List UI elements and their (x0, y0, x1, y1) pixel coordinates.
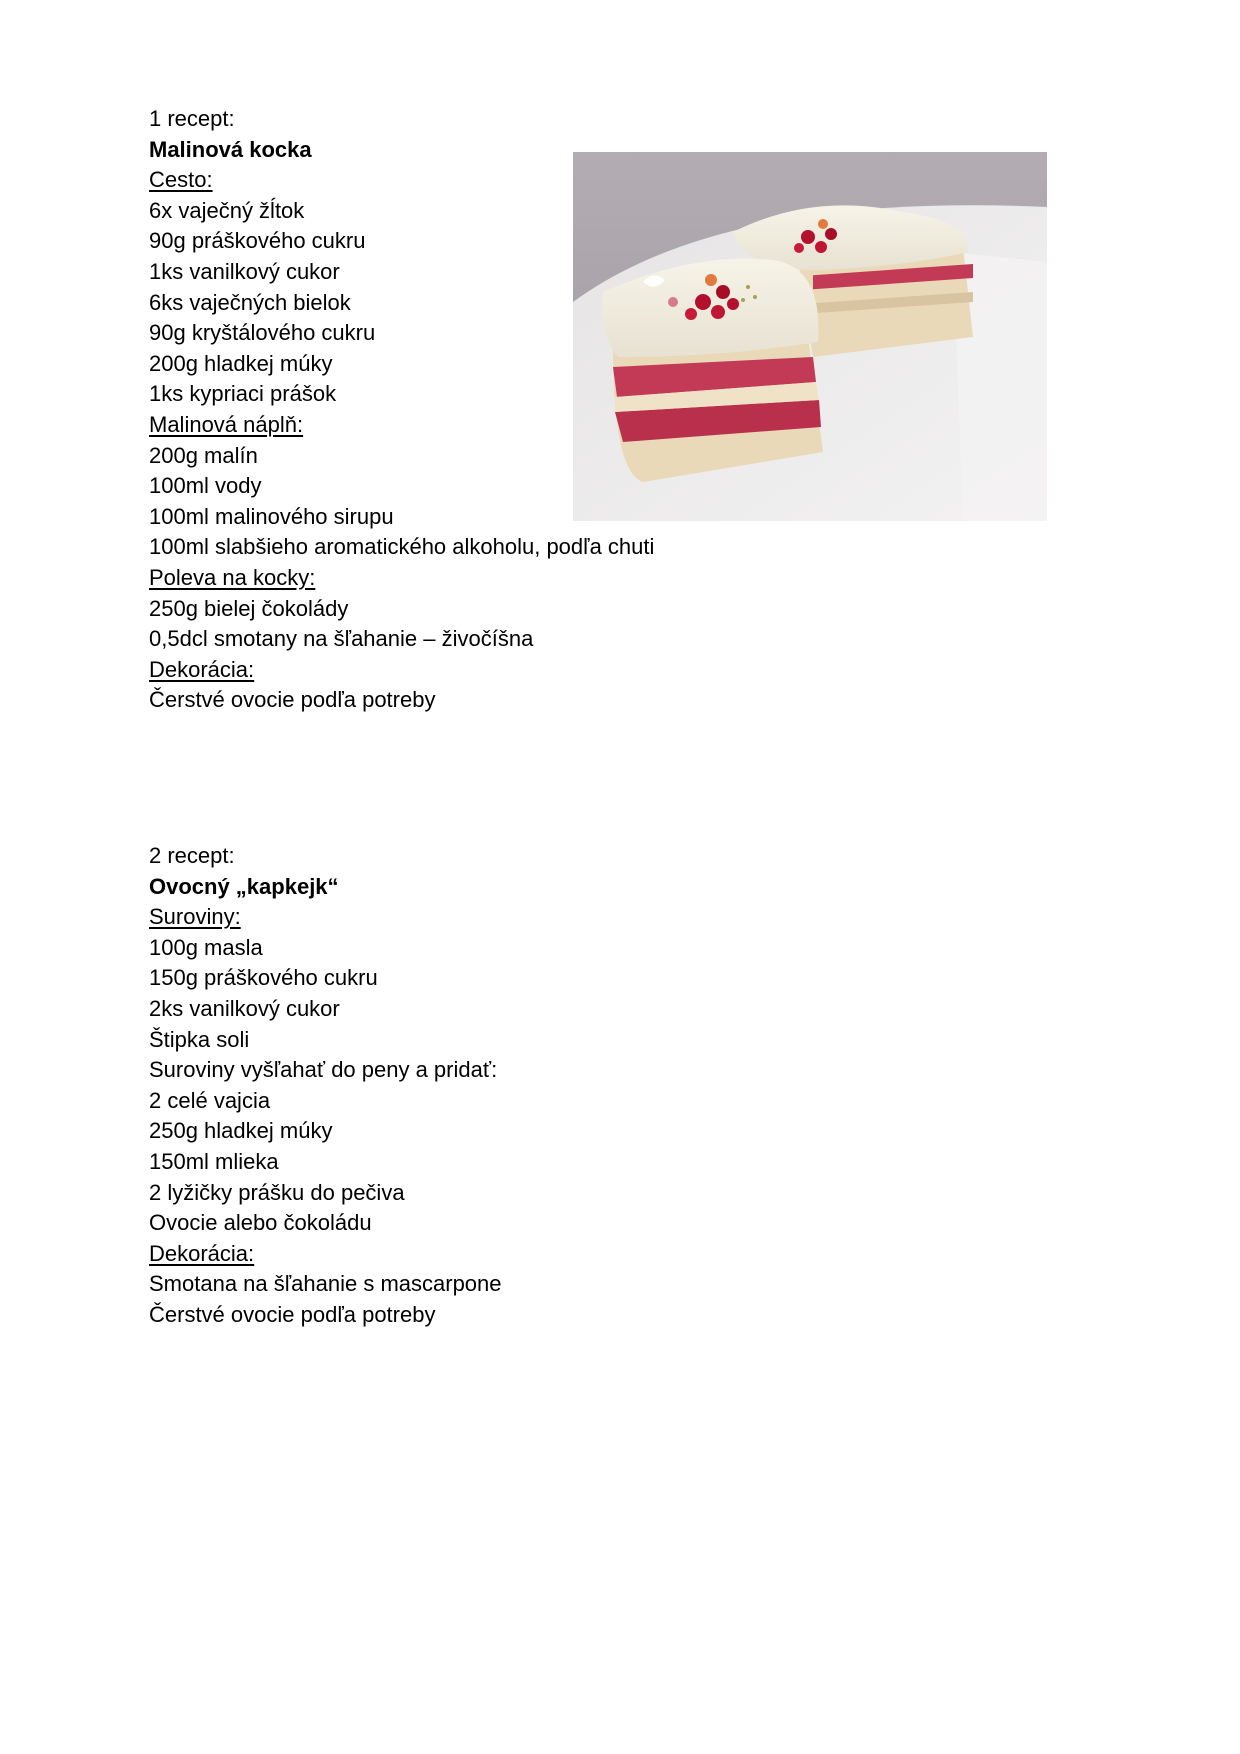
ingredient-line: 2 celé vajcia (149, 1087, 271, 1113)
ingredient-line: Štipka soli (149, 1026, 250, 1052)
ingredient-line: 150ml mlieka (149, 1148, 279, 1174)
ingredient-line: 90g kryštálového cukru (149, 320, 376, 346)
ingredient-line: 200g hladkej múky (149, 350, 333, 376)
section-label: Malinová náplň: (149, 411, 304, 437)
raspberry-cake-photo (573, 152, 1047, 521)
ingredient-line: 250g bielej čokolády (149, 595, 349, 621)
section-label: Dekorácia: (149, 656, 255, 682)
ingredient-line: 250g hladkej múky (149, 1118, 333, 1144)
ingredient-line: 6ks vaječných bielok (149, 289, 351, 315)
section-label: Poleva na kocky: (149, 564, 316, 590)
ingredient-line: 90g práškového cukru (149, 228, 366, 254)
ingredient-line: Čerstvé ovocie podľa potreby (149, 687, 436, 713)
ingredient-line: Čerstvé ovocie podľa potreby (149, 1301, 436, 1327)
cake-photo-graphic (573, 152, 1047, 521)
section-label: Suroviny: (149, 904, 241, 930)
ingredient-line: 100ml vody (149, 473, 262, 499)
recipe-title: Malinová kocka (149, 136, 312, 162)
ingredient-line: 1ks kypriaci prášok (149, 381, 337, 407)
ingredient-line: Suroviny vyšľahať do peny a pridať: (149, 1057, 498, 1083)
recipe-heading: 2 recept: (149, 843, 235, 868)
ingredient-line: 0,5dcl smotany na šľahanie – živočíšna (149, 626, 534, 652)
ingredient-line: Smotana na šľahanie s mascarpone (149, 1271, 502, 1297)
ingredient-line: Ovocie alebo čokoládu (149, 1210, 372, 1236)
recipe-2 (149, 841, 909, 1331)
ingredient-line: 100ml malinového sirupu (149, 503, 394, 529)
ingredient-line: 200g malín (149, 442, 258, 468)
recipe-heading: 1 recept: (149, 106, 235, 131)
ingredient-line: 2 lyžičky prášku do pečiva (149, 1179, 405, 1205)
ingredient-line: 100ml slabšieho aromatického alkoholu, podľa chuti (149, 534, 655, 560)
ingredient-line: 100g masla (149, 934, 263, 960)
ingredient-line: 1ks vanilkový cukor (149, 258, 340, 284)
ingredient-line: 2ks vanilkový cukor (149, 995, 340, 1021)
section-label: Cesto: (149, 167, 213, 193)
front-cake-slice (602, 259, 823, 482)
section-label: Dekorácia: (149, 1240, 255, 1266)
ingredient-line: 6x vaječný žĺtok (149, 197, 305, 223)
recipe-title: Ovocný „kapkejk“ (149, 873, 339, 899)
ingredient-line: 150g práškového cukru (149, 965, 378, 991)
